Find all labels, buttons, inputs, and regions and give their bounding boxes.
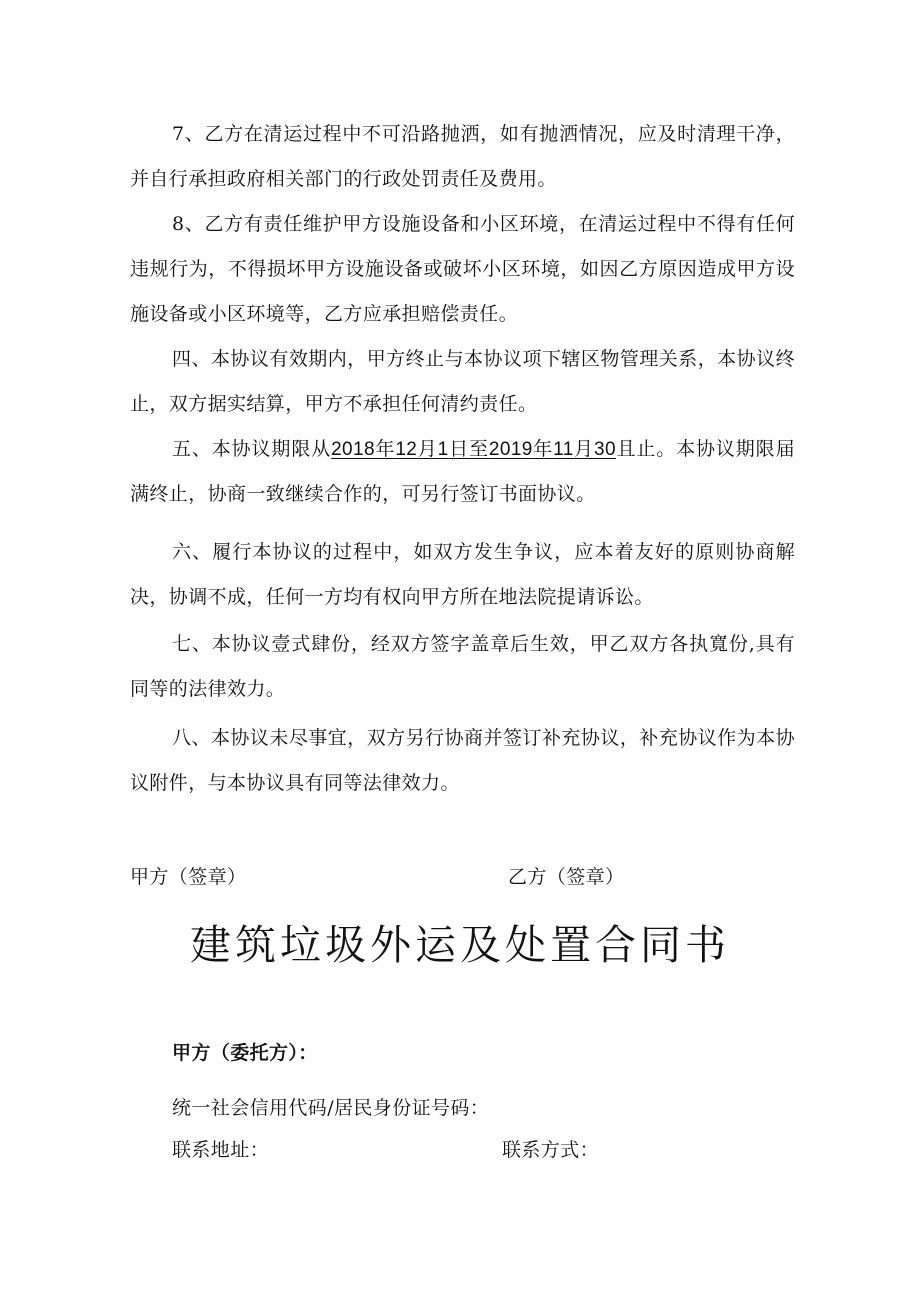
party-a-signature: 甲方（签章） [130,866,247,888]
clause-five-suffix: 且止。本协议期限届满终止，协商一致继续合作的，可另行签订书面协议。 [130,438,795,505]
start-day: 1 [437,439,449,460]
credit-code-label: 统一社会信用代码/居民身份证号码： [172,1097,490,1119]
contact-label: 联系方式： [502,1139,600,1161]
address-label: 联系地址： [172,1139,270,1161]
day-to-char: 日至 [448,438,489,460]
clause-four: 四、本协议有效期内，甲方终止与本协议项下辖区物管理关系，本协议终止，双方据实结算，甲方不承担任何清约责任。 [130,348,795,415]
party-b-signature: 乙方（签章） [508,866,625,888]
party-a-header: 甲方（委托方）： [172,1042,318,1064]
start-month: 12 [395,439,418,460]
month-char: 月 [417,438,438,460]
clause-five-prefix: 五、本协议期限从 [172,438,332,460]
end-year: 2019 [488,439,533,460]
clause-seven: 七、本协议壹式肆份，经双方签字盖章后生效，甲乙双方各执寬份,具有同等的法律效力。 [130,633,795,700]
clause-eight: 八、本协议未尽事宜，双方另行协商并签订补充协议，补充协议作为本协议附件，与本协议具有同等法律效力。 [130,727,795,794]
year-char: 年 [374,438,396,460]
term-period [331,438,616,460]
end-month: 11 [553,439,574,460]
month-char: 月 [573,438,595,460]
clause-8: 8、乙方有责任维护甲方设施设备和小区环境，在清运过程中不得有任何违规行为，不得损坏甲方设施设备或破坏小区环境，如因乙方原因造成甲方设施设备或小区环境等，乙方应承担赔偿责任。 [130,213,795,325]
year-char: 年 [532,438,554,460]
clause-five [130,427,795,517]
contract-title: 建筑垃圾外运及处置合同书 [190,921,730,969]
clause-7: 7、乙方在清运过程中不可沿路抛洒，如有抛洒情况，应及时清理干净，并自行承担政府相关部门的行政处罚责任及费用。 [130,123,795,190]
end-day: 30 [594,439,616,460]
start-year: 2018 [331,439,375,460]
clause-six: 六、履行本协议的过程中，如双方发生争议，应本着友好的原则协商解决，协调不成，任何一方均有权向甲方所在地法院提请诉讼。 [130,541,795,608]
